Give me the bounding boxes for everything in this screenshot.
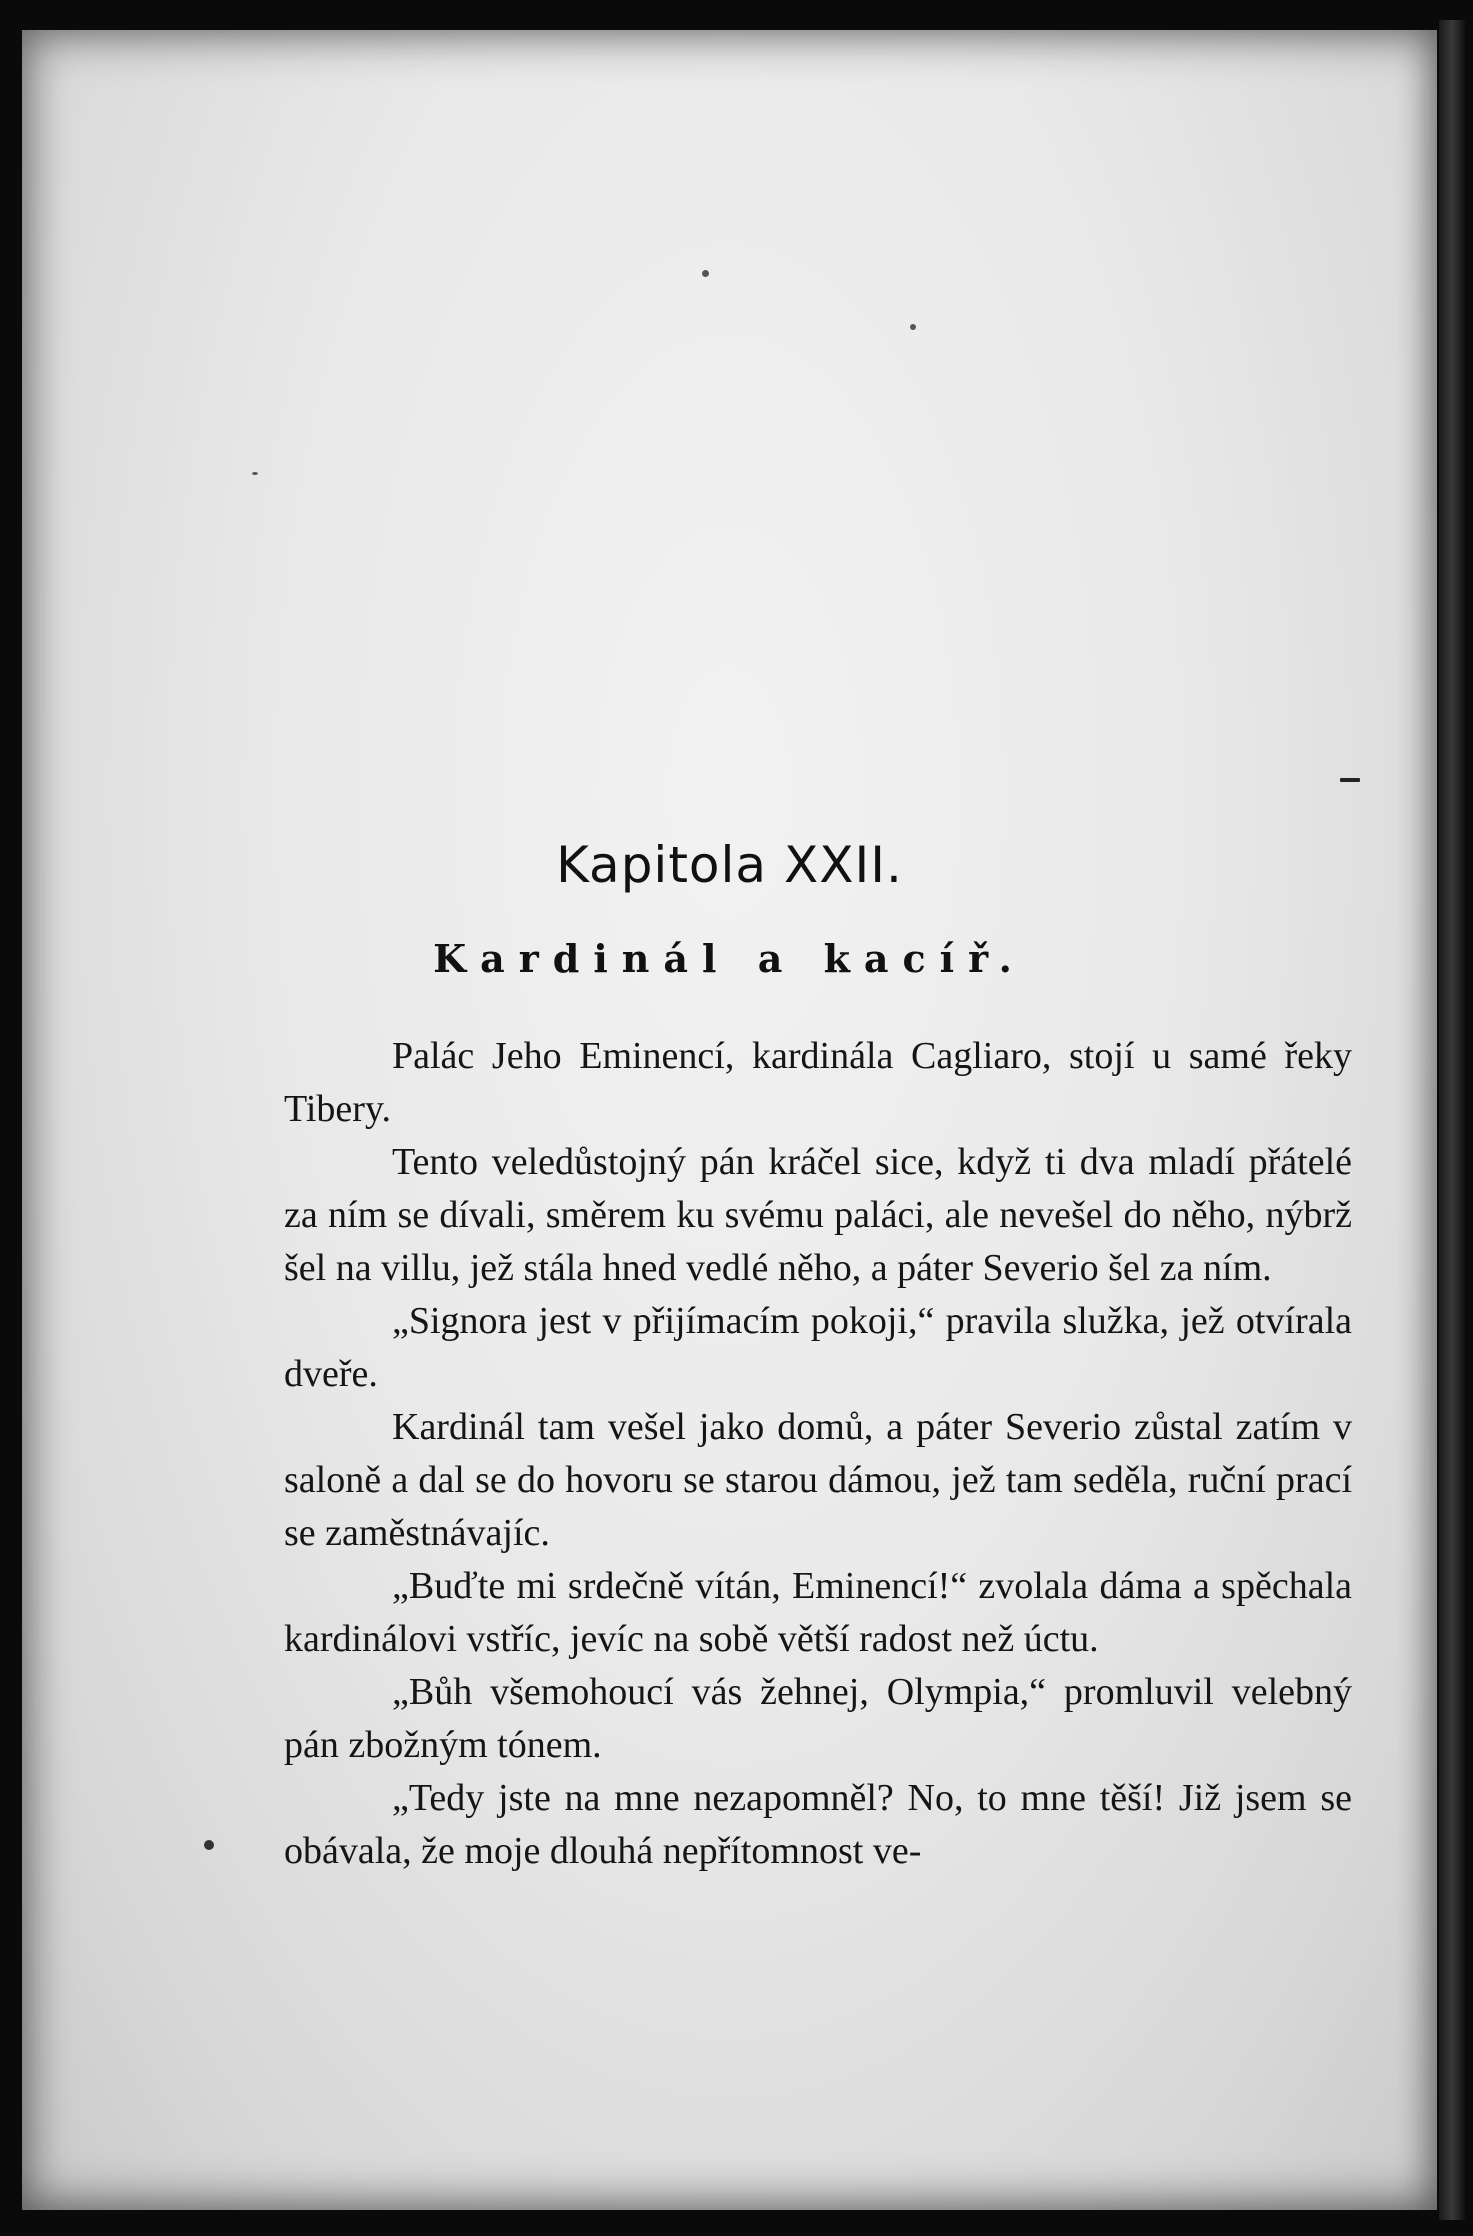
paper-speck [204, 1840, 214, 1850]
paragraph: Palác Jeho Eminencí, kardinála Cagliaro, stojí u samé řeky Tibery. [284, 1035, 1352, 1130]
paragraph: „Tedy jste na mne nezapomněl? No, to mne těší! Již jsem se obávala, že moje dlouhá nepřítomnost ve- [284, 1777, 1352, 1872]
paper-speck [252, 472, 258, 475]
paragraph: „Signora jest v přijímacím pokoji,“ pravila služka, jež otvírala dveře. [284, 1300, 1352, 1395]
chapter-subtitle: Kardinál a kacíř. [433, 936, 1026, 981]
paper-speck [910, 324, 916, 330]
paragraph: „Buďte mi srdečně vítán, Eminencí!“ zvolala dáma a spěchala kardinálovi vstříc, jevíc na sobě větší radost než úctu. [284, 1565, 1352, 1660]
paragraph: „Bůh všemohoucí vás žehnej, Olympia,“ promluvil velebný pán zbožným tónem. [284, 1671, 1352, 1766]
chapter-title: Kapitola XXII. [556, 836, 903, 894]
paper-speck [702, 270, 709, 277]
paragraph: Tento veledůstojný pán kráčel sice, když ti dva mladí přátelé za ním se dívali, směrem ku svému paláci, ale nevešel do něho, nýbrž šel na villu, jež stála hned vedlé něho, a páter Severio šel za ním. [284, 1141, 1352, 1289]
chapter-body [284, 1030, 1352, 1878]
paper-mark [1340, 778, 1360, 782]
page-edge [1439, 20, 1465, 2220]
paragraph: Kardinál tam vešel jako domů, a páter Severio zůstal zatím v saloně a dal se do hovoru se starou dámou, jež tam seděla, ruční prací se zaměstnávajíc. [284, 1406, 1352, 1554]
book-page [22, 30, 1437, 2210]
